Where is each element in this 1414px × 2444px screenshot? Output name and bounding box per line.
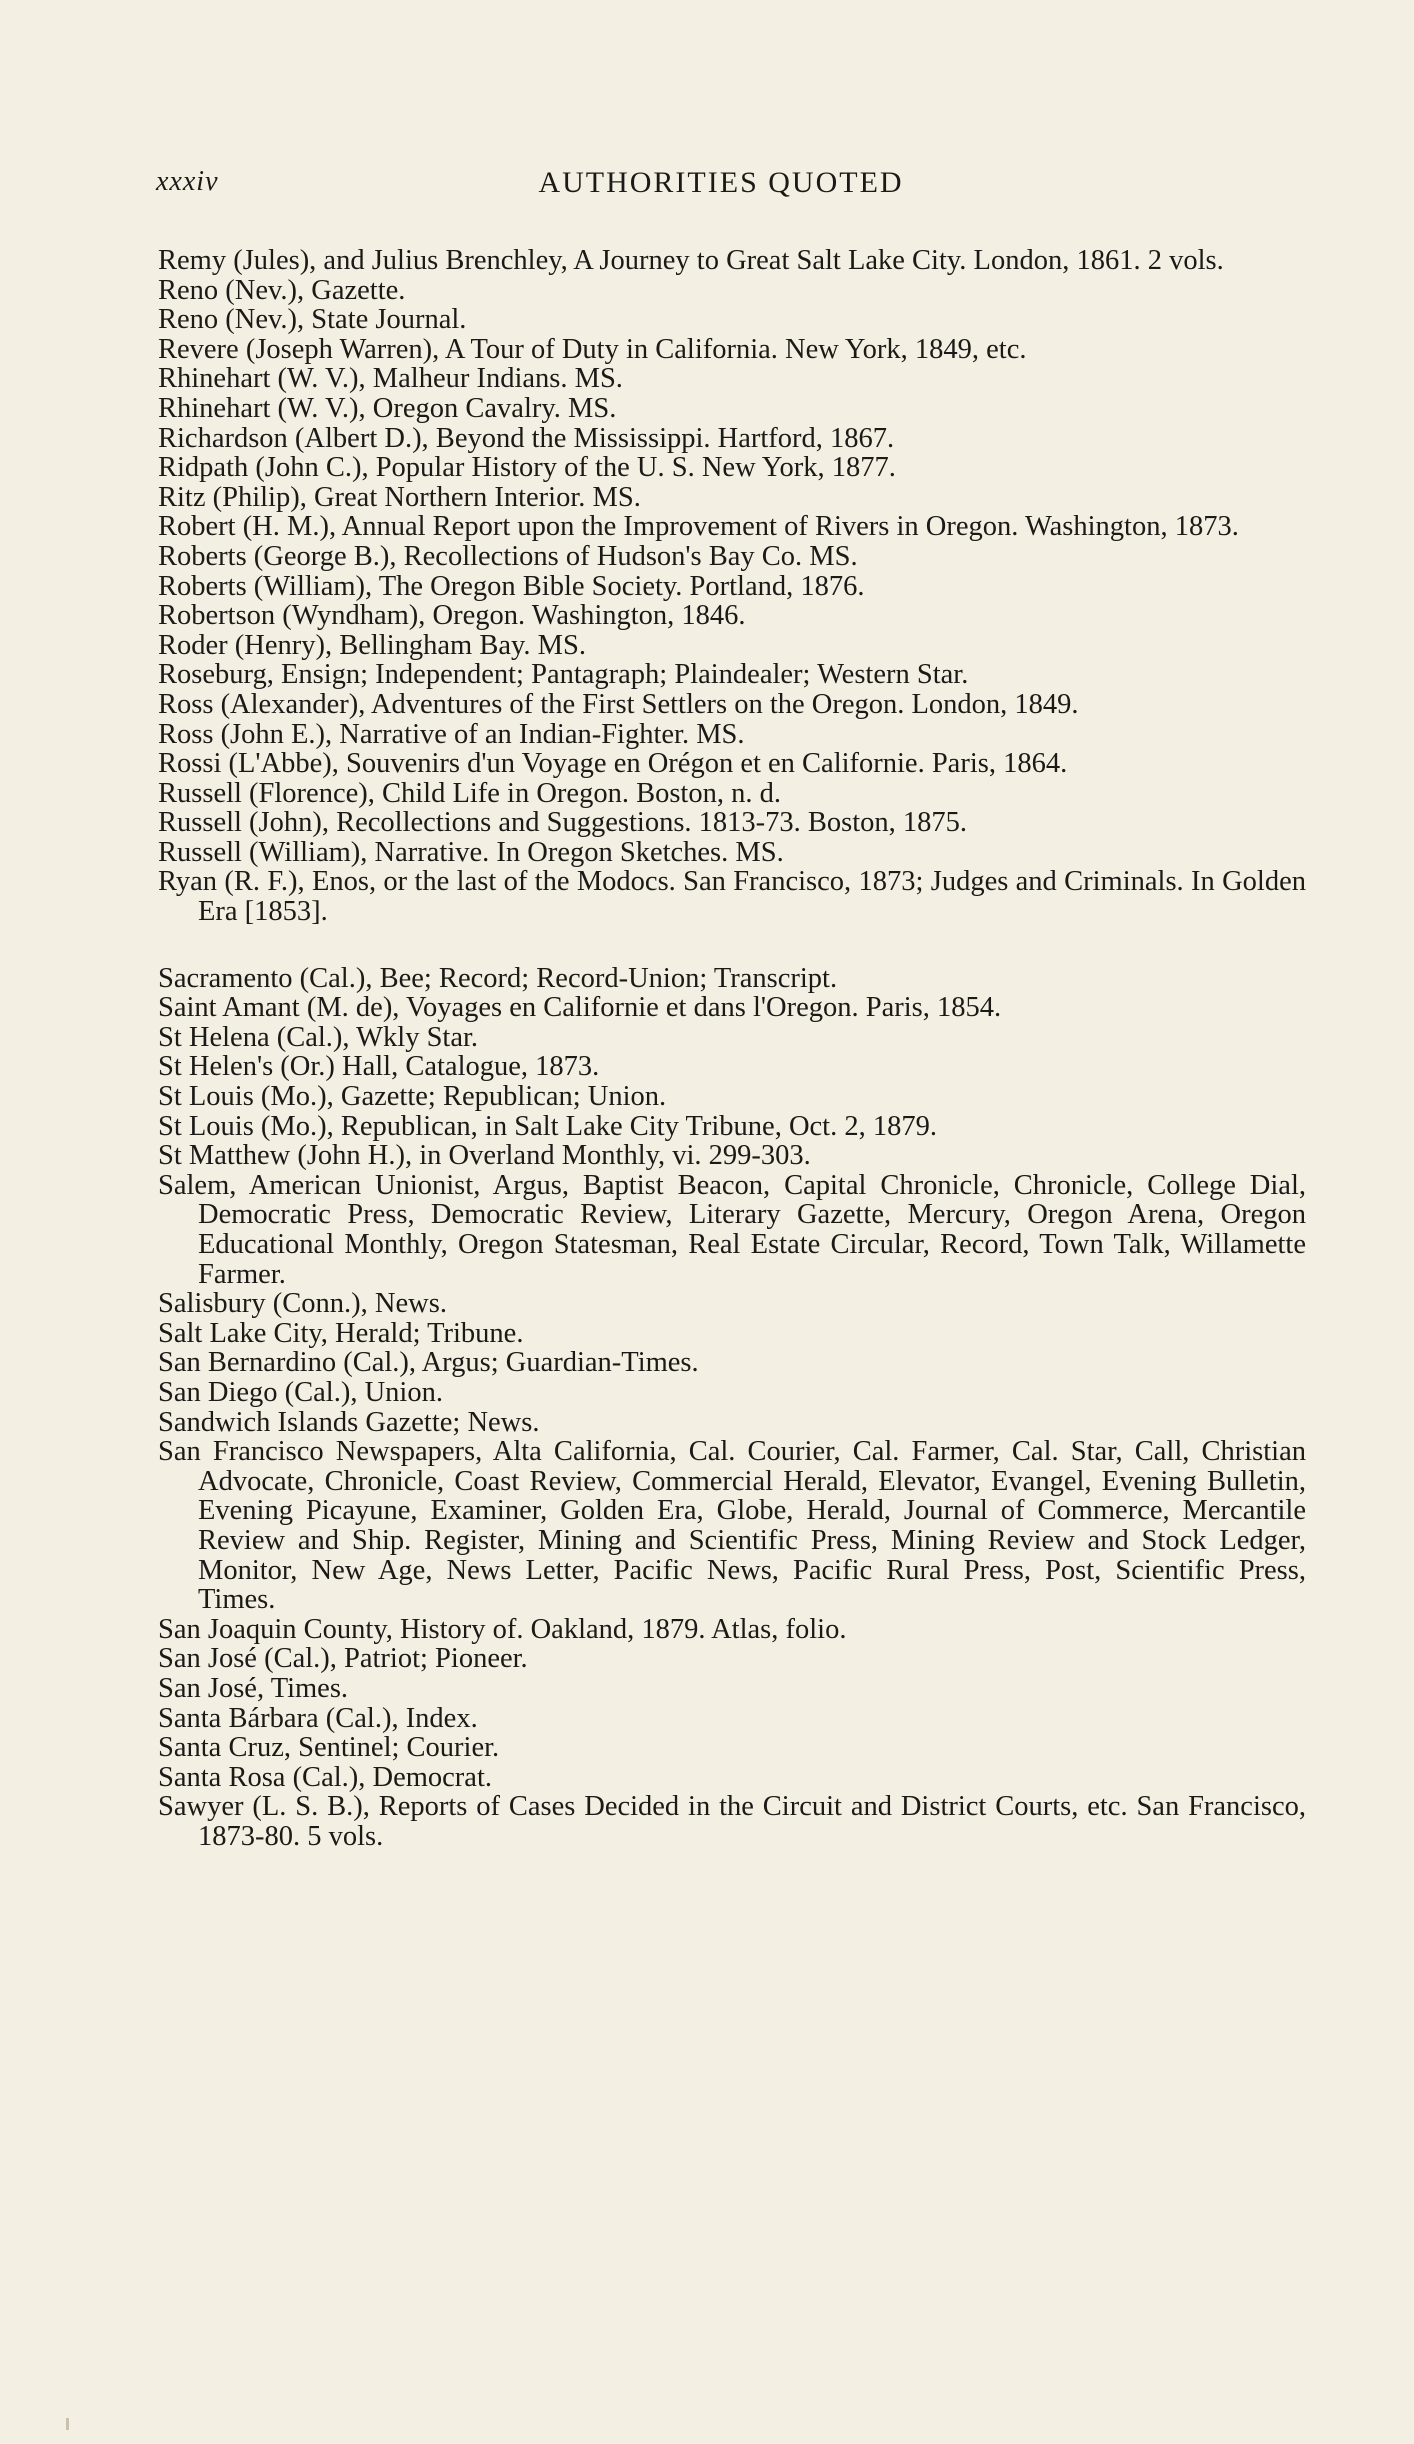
bibliography-entry: San Diego (Cal.), Union. <box>158 1376 443 1408</box>
bibliography-entry: San Joaquin County, History of. Oakland, 1879. Atlas, folio. <box>158 1613 847 1645</box>
page-number: xxxiv <box>156 166 219 197</box>
bibliography-entry: Rhinehart (W. V.), Oregon Cavalry. MS. <box>158 392 617 424</box>
bibliography-entry: Ridpath (John C.), Popular History of the U. S. New York, 1877. <box>158 452 896 484</box>
bibliography-entry: Roberts (George B.), Recollections of Hudson's Bay Co. MS. <box>158 540 858 572</box>
bibliography-entry: Santa Rosa (Cal.), Democrat. <box>158 1761 492 1793</box>
bibliography-entry: Reno (Nev.), State Journal. <box>158 304 467 336</box>
bibliography-entry: Robertson (Wyndham), Oregon. Washington, 1846. <box>158 600 746 632</box>
bibliography-section-r <box>158 246 1306 927</box>
bibliography-entry: Robert (H. M.), Annual Report upon the Improvement of Rivers in Oregon. Washington, 1873. <box>158 511 1239 543</box>
bibliography-entry: Rossi (L'Abbe), Souvenirs d'un Voyage en Orégon et en Californie. Paris, 1864. <box>158 748 1068 780</box>
bibliography-entry: Ryan (R. F.), Enos, or the last of the Modocs. San Francisco, 1873; Judges and Criminals. In Golden Era [1853]. <box>158 866 1306 928</box>
bibliography-entry: St Helena (Cal.), Wkly Star. <box>158 1021 479 1053</box>
bibliography-entry: Roseburg, Ensign; Independent; Pantagraph; Plaindealer; Western Star. <box>158 659 969 691</box>
bibliography-entry: Roder (Henry), Bellingham Bay. MS. <box>158 629 586 661</box>
bibliography-entry: St Louis (Mo.), Gazette; Republican; Union. <box>158 1081 667 1113</box>
bibliography-entry: San Bernardino (Cal.), Argus; Guardian-Times. <box>158 1347 699 1379</box>
bibliography-entry: Ritz (Philip), Great Northern Interior. MS. <box>158 481 641 513</box>
bibliography-entry: Russell (John), Recollections and Suggestions. 1813-73. Boston, 1875. <box>158 807 968 839</box>
bibliography-section-s <box>158 964 1306 1852</box>
running-head <box>156 166 1306 210</box>
bibliography-entry: Remy (Jules), and Julius Brenchley, A Journey to Great Salt Lake City. London, 1861. 2 vols. <box>158 245 1224 276</box>
paper-speck <box>66 2418 69 2430</box>
bibliography-entry: Salisbury (Conn.), News. <box>158 1288 447 1320</box>
bibliography-entry: St Louis (Mo.), Republican, in Salt Lake City Tribune, Oct. 2, 1879. <box>158 1110 937 1142</box>
bibliography-entry: Saint Amant (M. de), Voyages en Californie et dans l'Oregon. Paris, 1854. <box>158 992 1002 1024</box>
bibliography-entry: Sacramento (Cal.), Bee; Record; Record-Union; Transcript. <box>158 962 838 994</box>
bibliography-entry: Santa Cruz, Sentinel; Courier. <box>158 1732 500 1764</box>
bibliography-entry: Russell (William), Narrative. In Oregon Sketches. MS. <box>158 836 784 868</box>
bibliography-entry: San José (Cal.), Patriot; Pioneer. <box>158 1643 528 1675</box>
bibliography-entry: San José, Times. <box>158 1672 349 1704</box>
bibliography-list <box>158 246 1306 1851</box>
bibliography-entry: Salem, American Unionist, Argus, Baptist Beacon, Capital Chronicle, Chronicle, College Dial, Democratic Press, Democratic Review, Literary Gazette, Mercury, Oregon Arena, Oregon Educational Monthly, Oregon Statesman, Real Estate Circular, Record, Town Talk, Willamette Farmer. <box>158 1169 1306 1290</box>
bibliography-entry: Sawyer (L. S. B.), Reports of Cases Decided in the Circuit and District Courts, etc. San Francisco, 1873-80. 5 vols. <box>158 1791 1306 1852</box>
page-title: AUTHORITIES QUOTED <box>538 166 904 199</box>
bibliography-entry: St Matthew (John H.), in Overland Monthly, vi. 299-303. <box>158 1140 811 1172</box>
bibliography-entry: Revere (Joseph Warren), A Tour of Duty in California. New York, 1849, etc. <box>158 333 1027 365</box>
bibliography-entry: St Helen's (Or.) Hall, Catalogue, 1873. <box>158 1051 600 1083</box>
bibliography-entry: Reno (Nev.), Gazette. <box>158 274 406 306</box>
bibliography-entry: Ross (John E.), Narrative of an Indian-Fighter. MS. <box>158 718 745 750</box>
bibliography-entry: Ross (Alexander), Adventures of the First Settlers on the Oregon. London, 1849. <box>158 688 1079 720</box>
bibliography-entry: Sandwich Islands Gazette; News. <box>158 1406 540 1438</box>
bibliography-entry: San Francisco Newspapers, Alta California, Cal. Courier, Cal. Farmer, Cal. Star, Call, Christian Advocate, Chronicle, Coast Review, Commercial Herald, Elevator, Evangel, Evening Bulletin, Evening Picayune, Examiner, Golden Era, Globe, Herald, Journal of Commerce, Mercantile Review and Ship. Register, Mining and Scientific Press, Mining Review and Stock Ledger, Monitor, New Age, News Letter, Pacific News, Pacific Rural Press, Post, Scientific Press, Times. <box>158 1436 1306 1616</box>
bibliography-entry: Richardson (Albert D.), Beyond the Mississippi. Hartford, 1867. <box>158 422 895 454</box>
bibliography-entry: Salt Lake City, Herald; Tribune. <box>158 1317 524 1349</box>
bibliography-entry: Rhinehart (W. V.), Malheur Indians. MS. <box>158 363 623 395</box>
bibliography-entry: Roberts (William), The Oregon Bible Society. Portland, 1876. <box>158 570 865 602</box>
bibliography-entry: Russell (Florence), Child Life in Oregon. Boston, n. d. <box>158 777 781 809</box>
bibliography-entry: Santa Bárbara (Cal.), Index. <box>158 1702 478 1734</box>
